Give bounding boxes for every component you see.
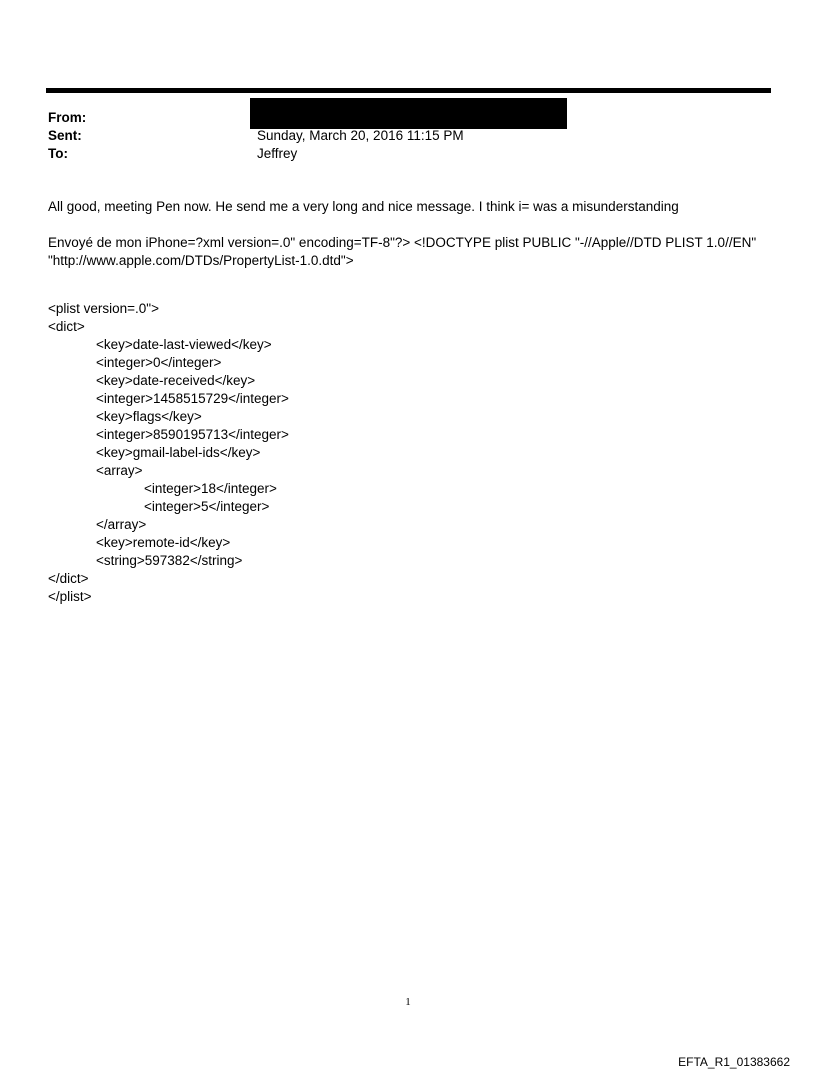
plist-line: </plist> [48,589,92,604]
from-label: From: [48,110,87,125]
plist-line: <array> [96,463,143,478]
plist-line: <integer>0</integer> [96,355,222,370]
message-text: All good, meeting Pen now. He send me a very long and nice message. I think i= was a misunderstanding [48,199,679,214]
plist-line: <key>flags</key> [96,409,202,424]
plist-line: <integer>18</integer> [144,481,277,496]
plist-line: <key>date-last-viewed</key> [96,337,272,352]
plist-line: </array> [96,517,147,532]
document-id: EFTA_R1_01383662 [678,1055,790,1069]
plist-line: <integer>5</integer> [144,499,270,514]
plist-block [48,300,289,606]
plist-line: <integer>1458515729</integer> [96,391,289,406]
plist-line: </dict> [48,571,89,586]
header-rule [46,88,771,93]
sent-label: Sent: [48,128,82,143]
plist-line: <dict> [48,319,85,334]
plist-line: <plist version=.0"> [48,301,159,316]
plist-line: <key>gmail-label-ids</key> [96,445,261,460]
plist-line: <key>remote-id</key> [96,535,231,550]
sent-value: Sunday, March 20, 2016 11:15 PM [257,128,464,143]
redaction-box [250,98,567,129]
plist-line: <string>597382</string> [96,553,243,568]
plist-line: <integer>8590195713</integer> [96,427,289,442]
page-number: 1 [405,996,411,1008]
plist-line: <key>date-received</key> [96,373,256,388]
signature-line-2: "http://www.apple.com/DTDs/PropertyList-1.0.dtd"> [48,253,354,268]
signature-line-1: Envoyé de mon iPhone=?xml version=.0" encoding=TF-8"?> <!DOCTYPE plist PUBLIC "-//Apple//DTD PLIST 1.0//EN" [48,235,757,250]
to-value: Jeffrey [257,146,298,161]
to-label: To: [48,146,68,161]
